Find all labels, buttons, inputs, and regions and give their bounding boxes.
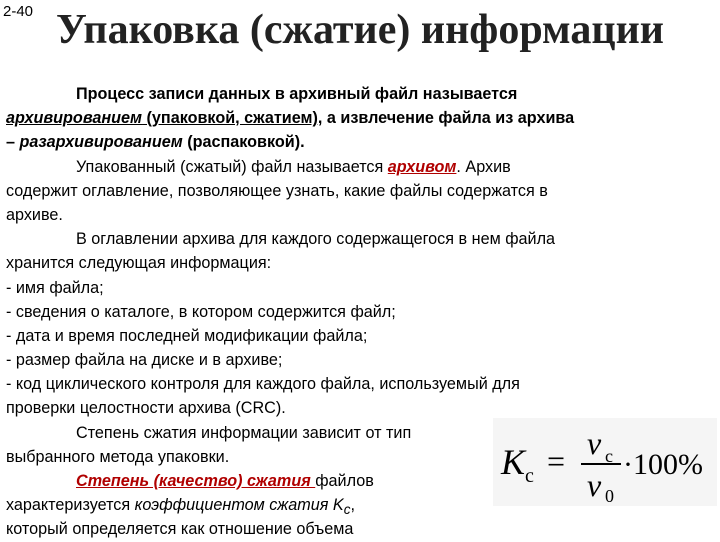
dash: – <box>6 133 20 152</box>
p1-line1: Процесс записи данных в архивный файл называется <box>76 85 518 103</box>
coefficient-subscript: c <box>343 502 351 518</box>
p2-start: Упакованный (сжатый) файл называется <box>76 157 388 176</box>
p2-end: . Архив <box>456 157 511 176</box>
formula-percent: ·100% <box>623 448 703 481</box>
synonyms: (упаковкой, сжатием) <box>142 109 318 128</box>
list-item: - сведения о каталоге, в котором содержится файл; <box>6 302 396 321</box>
compression-formula <box>493 418 717 506</box>
list-item: проверки целостности архива (CRC). <box>6 399 286 418</box>
formula-numerator-sub: c <box>605 446 613 466</box>
list-item: - размер файла на диске и в архиве; <box>6 351 283 370</box>
p2-line1 <box>6 155 718 179</box>
formula-graphic <box>493 418 717 506</box>
p1-line3 <box>6 130 718 154</box>
term-coefficient: коэффициентом сжатия K <box>134 496 344 515</box>
term-compression-degree: Степень (качество) сжатия <box>76 472 316 490</box>
p2-line3: архиве. <box>6 205 63 224</box>
formula-k-sub: c <box>525 465 534 487</box>
term-unarchiving: разархивированием <box>19 133 183 152</box>
p4-line1: Степень сжатия информации зависит от тип <box>76 423 412 442</box>
p5-comma: , <box>350 496 355 515</box>
p4-line2: выбранного метода упаковки. <box>6 447 230 466</box>
formula-equals: = <box>547 443 566 479</box>
p1-line2 <box>6 106 718 130</box>
p5-line3: который определяется как отношение объема <box>6 520 354 539</box>
p2-line2: содержит оглавление, позволяющее узнать, какие файлы содержатся в <box>6 181 548 200</box>
formula-k: K <box>501 442 526 482</box>
list-item: - код циклического контроля для каждого файла, используемый для <box>6 375 520 394</box>
slide-number: 2-40 <box>3 3 34 20</box>
p3-line2: хранится следующая информация: <box>6 254 272 273</box>
term-archiving: архивированием <box>6 109 143 128</box>
formula-numerator: ν <box>587 425 602 461</box>
p1-line2-rest: , а извлечение файла из архива <box>317 109 575 128</box>
slide-title: Упаковка (сжатие) информации <box>56 7 664 53</box>
formula-denominator-sub: 0 <box>605 486 614 506</box>
p1-line3-rest: (распаковкой). <box>182 133 305 152</box>
p5-start: характеризуется <box>6 496 135 515</box>
p3-line1: В оглавлении архива для каждого содержащегося в нем файла <box>76 230 556 249</box>
formula-denominator: ν <box>587 467 602 503</box>
term-archive: архивом <box>387 157 457 176</box>
list-item: - дата и время последней модификации файла; <box>6 326 368 345</box>
list-item: - имя файла; <box>6 278 104 297</box>
p5-line1-rest: файлов <box>315 472 374 490</box>
